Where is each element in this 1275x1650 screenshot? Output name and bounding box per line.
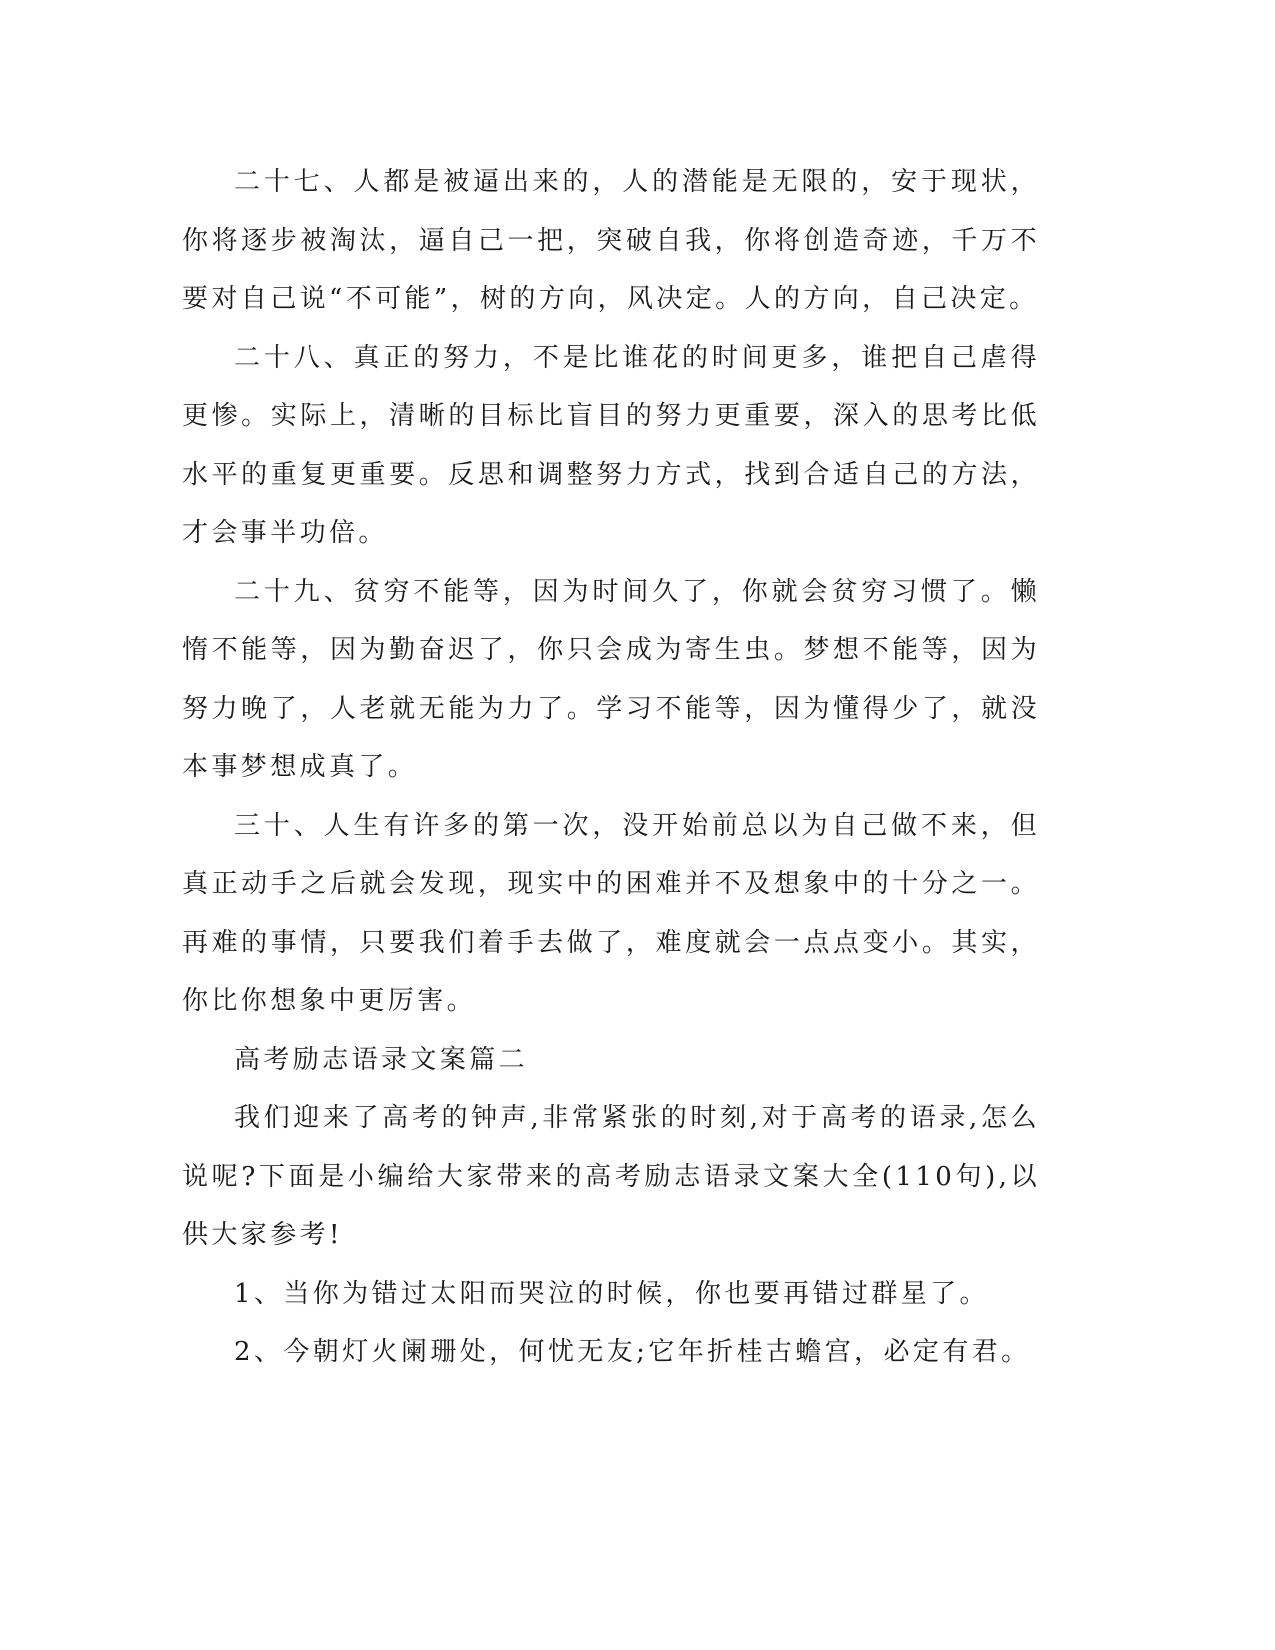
section-heading: 高考励志语录文案篇二 [234,1044,529,1075]
paragraph-30: 三十、人生有许多的第一次，没开始前总以为自己做不来，但真正动手之后就会发现，现实中的困难并不及想象中的十分之一。再难的事情，只要我们着手去做了，难度就会一点点变小。其实，你比你想象中更厉害。 [182,810,1040,1016]
paragraph-27: 二十七、人都是被逼出来的，人的潜能是无限的，安于现状，你将逐步被淘汰，逼自己一把，突破自我，你将创造奇迹，千万不要对自己说“不可能”，树的方向，风决定。人的方向，自己决定。 [182,167,1040,314]
document-body [182,153,1040,1382]
list-item: 1、当你为错过太阳而哭泣的时候，你也要再错过群星了。 [234,1278,989,1309]
intro-paragraph: 我们迎来了高考的钟声,非常紧张的时刻,对于高考的语录,怎么说呢?下面是小编给大家带来的高考励志语录文案大全(110句),以供大家参考! [182,1103,1040,1250]
list-item: 2、今朝灯火阑珊处，何忧无友;它年折桂古蟾宫，必定有君。 [234,1337,1031,1367]
paragraph-29: 二十九、贫穷不能等，因为时间久了，你就会贫穷习惯了。懒惰不能等，因为勤奋迟了，你只会成为寄生虫。梦想不能等，因为努力晚了，人老就无能为力了。学习不能等，因为懂得少了，就没本事梦想成真了。 [182,576,1040,782]
paragraph-28: 二十八、真正的努力，不是比谁花的时间更多，谁把自己虐得更惨。实际上，清晰的目标比盲目的努力更重要，深入的思考比低水平的重复更重要。反思和调整努力方式，找到合适自己的方法，才会事半功倍。 [182,342,1040,548]
